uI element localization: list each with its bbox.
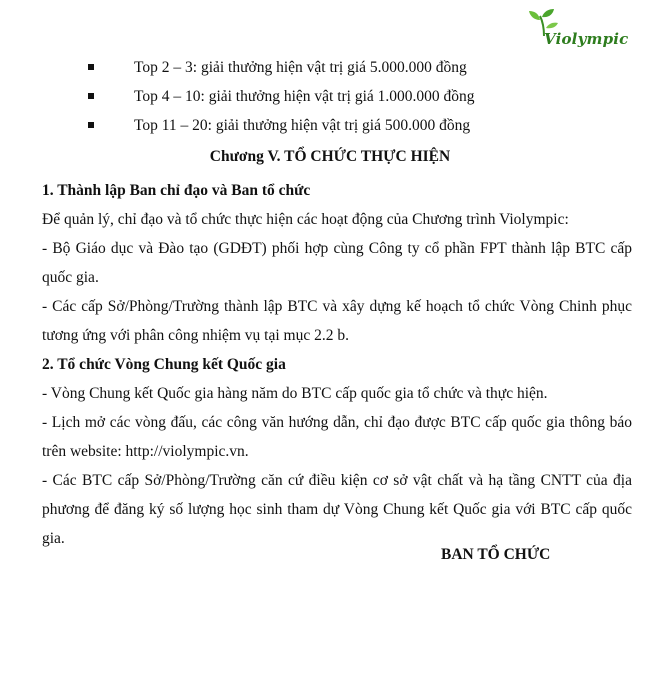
section-2-heading: 2. Tổ chức Vòng Chung kết Quốc gia bbox=[42, 356, 286, 373]
chapter-title: Chương V. TỔ CHỨC THỰC HIỆN bbox=[209, 148, 451, 165]
paragraph: - Vòng Chung kết Quốc gia hàng năm do BTC cấp quốc gia tổ chức và thực hiện. bbox=[42, 385, 548, 402]
bullet-icon bbox=[88, 64, 94, 70]
paragraph: - Bộ Giáo dục và Đào tạo (GDĐT) phối hợp cùng Công ty cổ phần FPT thành lập BTC cấp quốc gia. bbox=[42, 240, 632, 286]
document-body bbox=[42, 176, 632, 553]
violympic-logo bbox=[524, 8, 634, 52]
paragraph: - Các BTC cấp Sở/Phòng/Trường căn cứ điều kiện cơ sở vật chất và hạ tầng CNTT của địa phương để đăng ký số lượng học sinh tham dự Vòng Chung kết Quốc gia với BTC cấp quốc gia. bbox=[42, 472, 632, 547]
paragraph: - Lịch mở các vòng đấu, các công văn hướng dẫn, chỉ đạo được BTC cấp quốc gia thông báo trên website: http://violympic.vn. bbox=[42, 414, 632, 460]
section-1-heading: 1. Thành lập Ban chỉ đạo và Ban tổ chức bbox=[42, 182, 311, 199]
logo-wordmark: Violympic bbox=[544, 30, 629, 48]
list-item-text: Top 2 – 3: giải thưởng hiện vật trị giá 5.000.000 đồng bbox=[134, 59, 467, 76]
paragraph: - Các cấp Sở/Phòng/Trường thành lập BTC và xây dựng kế hoạch tổ chức Vòng Chinh phục tương ứng với phân công nhiệm vụ tại mục 2.2 b. bbox=[42, 298, 632, 344]
section-1-intro: Để quản lý, chỉ đạo và tổ chức thực hiện các hoạt động của Chương trình Violympic: bbox=[42, 211, 569, 228]
list-item-text: Top 4 – 10: giải thưởng hiện vật trị giá 1.000.000 đồng bbox=[134, 88, 475, 105]
signature: BAN TỔ CHỨC bbox=[441, 546, 551, 563]
list-item-text: Top 11 – 20: giải thưởng hiện vật trị giá 500.000 đồng bbox=[134, 117, 471, 134]
bullet-icon bbox=[88, 93, 94, 99]
bullet-icon bbox=[88, 122, 94, 128]
